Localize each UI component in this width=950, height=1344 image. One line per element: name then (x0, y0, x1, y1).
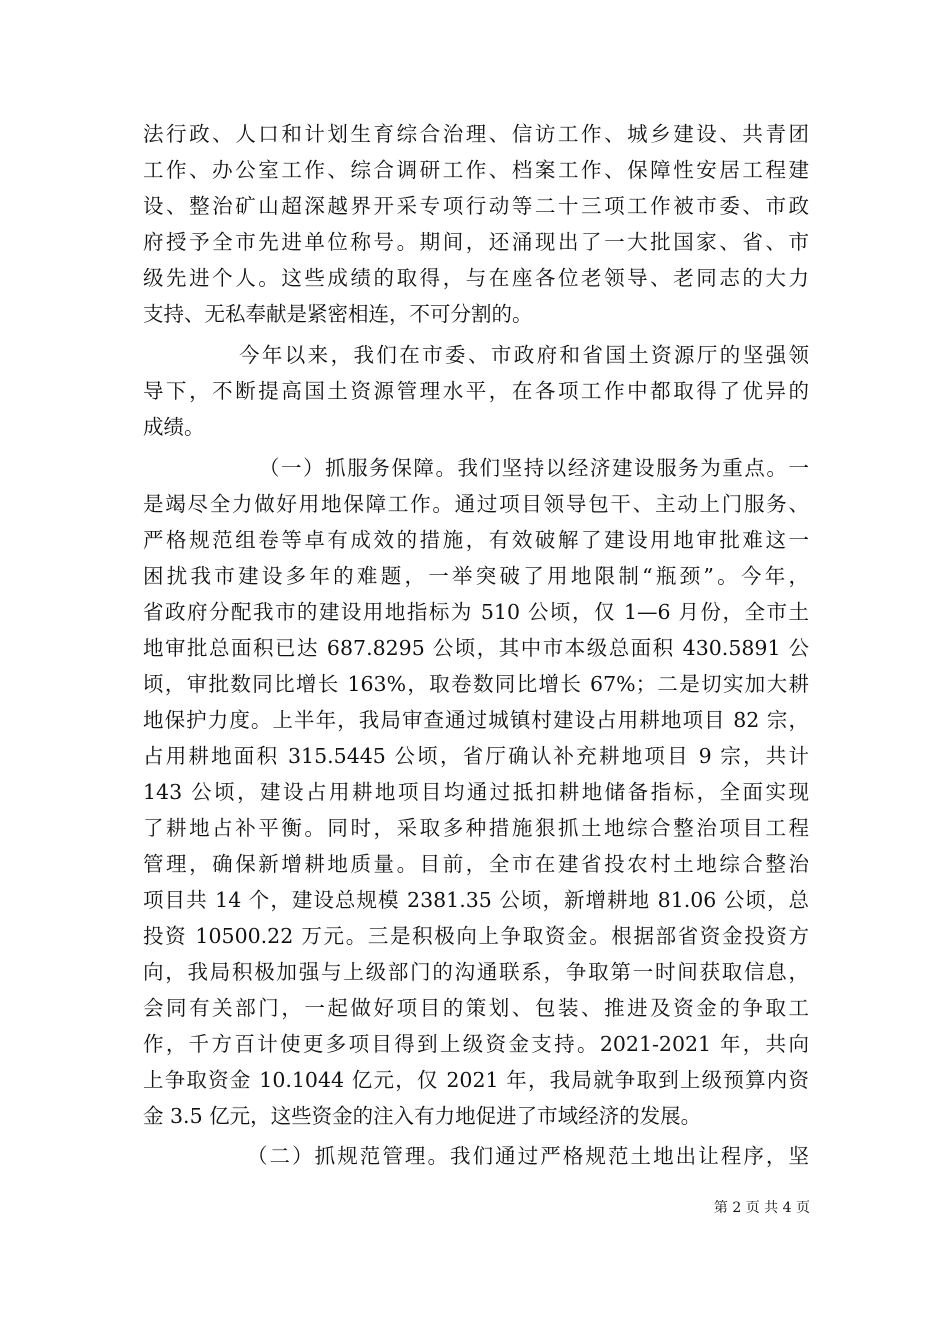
text-line: 金 3.5 亿元，这些资金的注入有力地促进了市域经济的发展。 (143, 1103, 702, 1128)
text-line: 143 公顷，建设占用耕地项目均通过抵扣耕地储备指标，全面实现 (143, 779, 809, 804)
text-line: 是竭尽全力做好用地保障工作。通过项目领导包干、主动上门服务、 (143, 491, 809, 516)
body-text (143, 116, 809, 1174)
text-line: 设、整治矿山超深越界开采专项行动等二十三项工作被市委、市政 (143, 194, 809, 218)
text-line: 导下，不断提高国土资源管理水平，在各项工作中都取得了优异的 (143, 378, 809, 403)
text-line: 省政府分配我市的建设用地指标为 510 公顷，仅 1—6 月份，全市土 (143, 599, 809, 624)
text-line: 严格规范组卷等卓有成效的措施，有效破解了建设用地审批难这一 (143, 527, 809, 552)
text-line: 占用耕地面积 315.5445 公顷，省厅确认补充耕地项目 9 宗，共计 (143, 743, 809, 768)
text-line-indented: （一）抓服务保障。我们坚持以经济建设服务为重点。一 (259, 455, 809, 480)
text-line: 会同有关部门，一起做好项目的策划、包装、推进及资金的争取工 (143, 995, 809, 1020)
text-line: 管理，确保新增耕地质量。目前，全市在建省投农村土地综合整治 (143, 851, 809, 876)
page-number-footer: 第 2 页 共 4 页 (713, 1200, 810, 1216)
text-line: 地审批总面积已达 687.8295 公顷，其中市本级总面积 430.5891 公 (143, 635, 809, 660)
text-line: 项目共 14 个，建设总规模 2381.35 公顷，新增耕地 81.06 公顷，总 (143, 887, 809, 912)
text-line: 困扰我市建设多年的难题，一举突破了用地限制“瓶颈”。今年， (143, 563, 809, 588)
text-line-indented: 今年以来，我们在市委、市政府和省国土资源厅的坚强领 (239, 342, 809, 367)
text-line: 了耕地占补平衡。同时，采取多种措施狠抓土地综合整治项目工程 (143, 815, 809, 840)
text-line: 投资 10500.22 万元。三是积极向上争取资金。根据部省资金投资方 (143, 923, 809, 948)
text-line: 地保护力度。上半年，我局审查通过城镇村建设占用耕地项目 82 宗， (143, 707, 809, 732)
text-line: 作，千方百计使更多项目得到上级资金支持。2021-2021 年，共向 (143, 1031, 809, 1056)
text-line: 上争取资金 10.1044 亿元，仅 2021 年，我局就争取到上级预算内资 (143, 1067, 809, 1092)
text-line: 成绩。 (143, 414, 205, 439)
text-line: 法行政、人口和计划生育综合治理、信访工作、城乡建设、共青团 (143, 122, 809, 146)
text-line: 级先进个人。这些成绩的取得，与在座各位老领导、老同志的大力 (143, 266, 809, 290)
text-line: 支持、无私奉献是紧密相连，不可分割的。 (143, 302, 533, 326)
text-line: 府授予全市先进单位称号。期间，还涌现出了一大批国家、省、市 (143, 230, 809, 254)
text-line: 向，我局积极加强与上级部门的沟通联系，争取第一时间获取信息， (143, 959, 809, 984)
text-line: 工作、办公室工作、综合调研工作、档案工作、保障性安居工程建 (143, 158, 809, 182)
text-line-indented: （二）抓规范管理。我们通过严格规范土地出让程序，坚 (247, 1144, 809, 1169)
text-line: 顷，审批数同比增长 163%，取卷数同比增长 67%；二是切实加大耕 (143, 671, 809, 696)
